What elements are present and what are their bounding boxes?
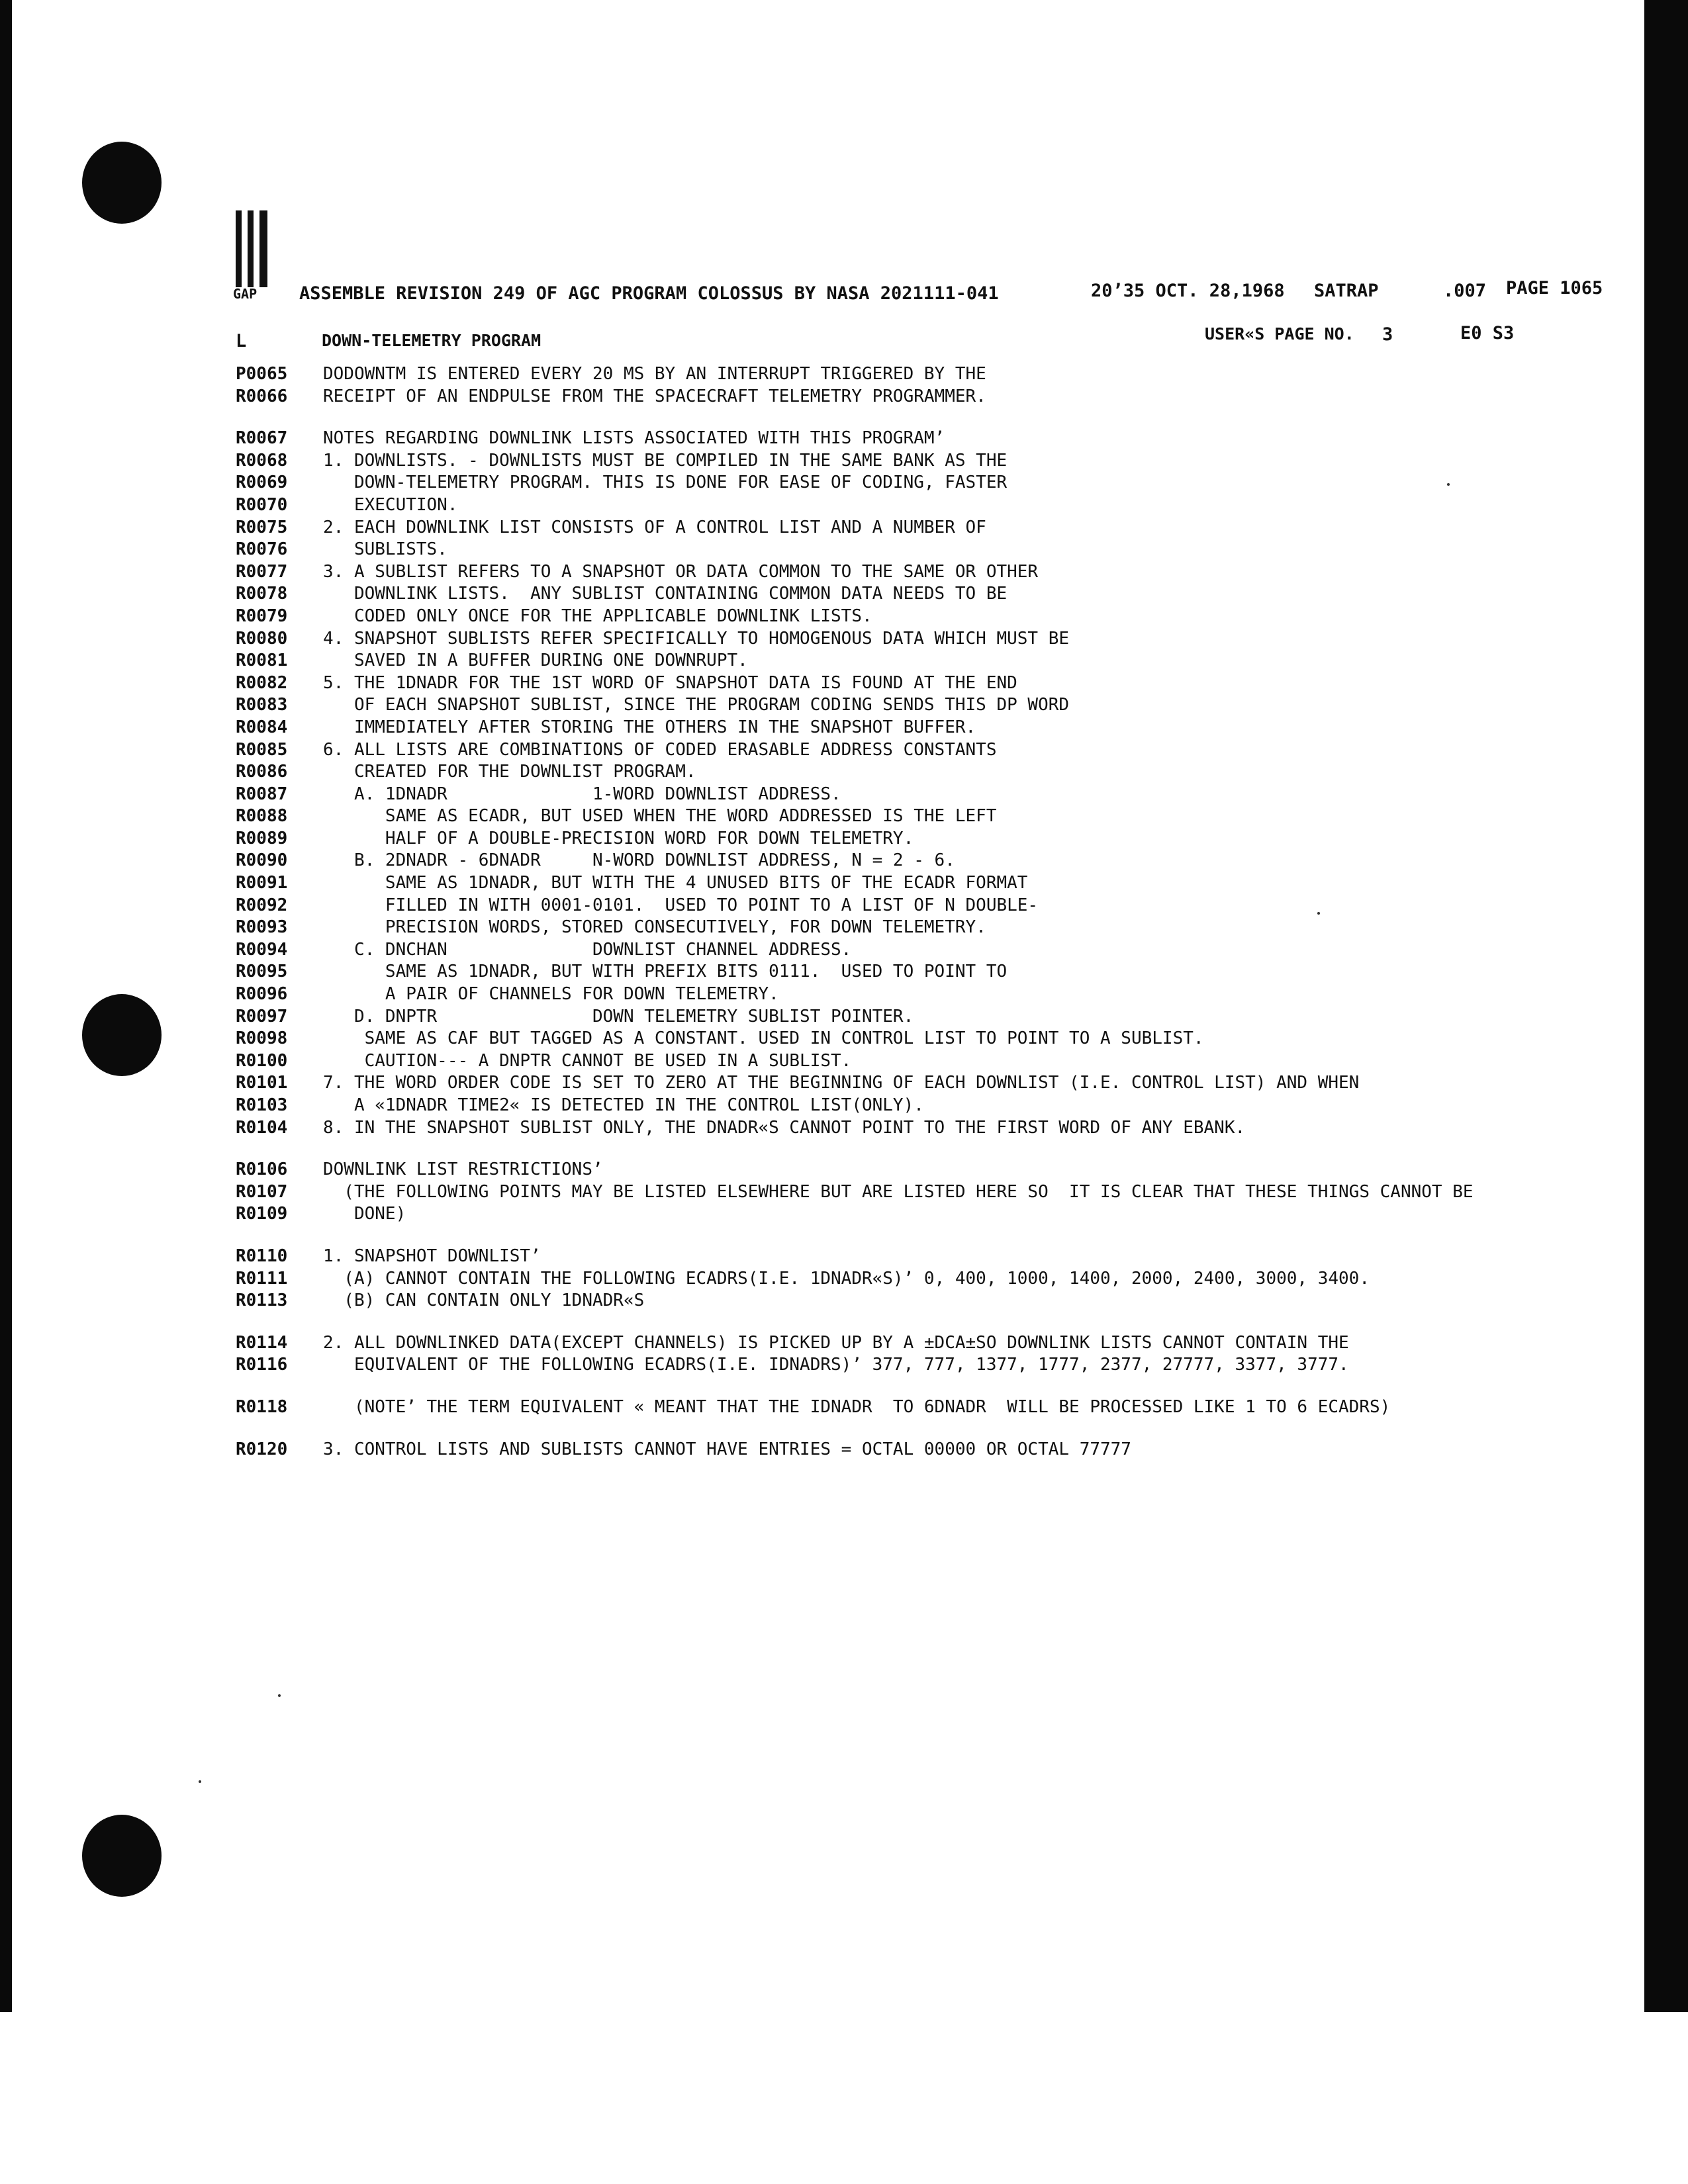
- line-text: 3. A SUBLIST REFERS TO A SNAPSHOT OR DATA COMMON TO THE SAME OR OTHER: [323, 561, 1039, 582]
- line-number: R0113: [236, 1291, 288, 1311]
- scan-speck: [278, 1694, 281, 1697]
- line-text: 2. EACH DOWNLINK LIST CONSISTS OF A CONTROL LIST AND A NUMBER OF: [323, 517, 986, 537]
- line-text: PRECISION WORDS, STORED CONSECUTIVELY, FOR DOWN TELEMETRY.: [323, 917, 986, 938]
- line-number: R0081: [236, 651, 288, 671]
- bank-label: E0 S3: [1460, 323, 1515, 343]
- scan-speck: [1317, 912, 1320, 915]
- scan-edge-right: [1644, 0, 1688, 2012]
- line-number: R0089: [236, 828, 288, 848]
- line-text: SAVED IN A BUFFER DURING ONE DOWNRUPT.: [323, 651, 748, 671]
- listing-row: [236, 1028, 1599, 1051]
- line-number: P0065: [236, 364, 288, 384]
- line-text: DONE): [323, 1204, 406, 1224]
- line-number: R0086: [236, 762, 288, 782]
- listing-row: [236, 917, 1599, 940]
- line-text: (A) CANNOT CONTAIN THE FOLLOWING ECADRS(I.E. 1DNADR«S)’ 0, 400, 1000, 1400, 2000, 2400, 3000, 3400.: [323, 1268, 1370, 1289]
- listing-row: [236, 1051, 1599, 1073]
- line-number: R0101: [236, 1073, 288, 1093]
- listing-row: [236, 895, 1599, 918]
- line-text: SUBLISTS.: [323, 539, 447, 560]
- line-text: (NOTE’ THE TERM EQUIVALENT « MEANT THAT THE IDNADR TO 6DNADR WILL BE PROCESSED LIKE 1 TO 6 ECADRS): [323, 1396, 1391, 1417]
- listing-row: [236, 1095, 1599, 1118]
- listing-row: [236, 806, 1599, 829]
- line-text: A. 1DNADR 1-WORD DOWNLIST ADDRESS.: [323, 784, 841, 804]
- line-number: R0100: [236, 1050, 288, 1071]
- listing-row: [236, 651, 1599, 673]
- line-number: R0120: [236, 1439, 288, 1459]
- line-text: NOTES REGARDING DOWNLINK LISTS ASSOCIATED WITH THIS PROGRAM’: [323, 428, 945, 449]
- line-number: R0066: [236, 386, 288, 406]
- listing-row: [236, 1246, 1599, 1269]
- line-text: 4. SNAPSHOT SUBLISTS REFER SPECIFICALLY TO HOMOGENOUS DATA WHICH MUST BE: [323, 628, 1070, 649]
- binder-hole-top: [82, 142, 162, 224]
- line-number: R0093: [236, 917, 288, 938]
- line-number: R0075: [236, 517, 288, 537]
- line-number: R0067: [236, 428, 288, 449]
- binder-hole-middle: [82, 994, 162, 1076]
- line-number: R0070: [236, 494, 288, 515]
- line-number: R0090: [236, 850, 288, 871]
- listing-row: [236, 717, 1599, 740]
- listing-row: [236, 428, 1599, 451]
- listing-row: [236, 1439, 1599, 1462]
- line-number: R0076: [236, 539, 288, 560]
- line-number: R0085: [236, 739, 288, 760]
- line-text: A PAIR OF CHANNELS FOR DOWN TELEMETRY.: [323, 984, 779, 1005]
- line-text: SAME AS 1DNADR, BUT WITH THE 4 UNUSED BITS OF THE ECADR FORMAT: [323, 873, 1028, 893]
- line-text: 5. THE 1DNADR FOR THE 1ST WORD OF SNAPSHOT DATA IS FOUND AT THE END: [323, 672, 1017, 693]
- line-number: R0095: [236, 962, 288, 982]
- listing-row: [236, 584, 1599, 606]
- program-title: DOWN-TELEMETRY PROGRAM: [322, 331, 541, 350]
- listing-row: [236, 673, 1599, 696]
- line-text: 6. ALL LISTS ARE COMBINATIONS OF CODED ERASABLE ADDRESS CONSTANTS: [323, 739, 997, 760]
- line-text: 8. IN THE SNAPSHOT SUBLIST ONLY, THE DNADR«S CANNOT POINT TO THE FIRST WORD OF ANY EBANK.: [323, 1117, 1246, 1138]
- l-mark: L: [236, 331, 247, 351]
- scan-edge-left: [0, 0, 12, 2012]
- listing-row: [236, 606, 1599, 629]
- line-text: 3. CONTROL LISTS AND SUBLISTS CANNOT HAVE ENTRIES = OCTAL 00000 OR OCTAL 77777: [323, 1439, 1131, 1459]
- line-text: CAUTION--- A DNPTR CANNOT BE USED IN A SUBLIST.: [323, 1050, 852, 1071]
- tool-name: SATRAP: [1314, 281, 1379, 301]
- listing-body: [236, 364, 1599, 1461]
- listing-row: [236, 451, 1599, 473]
- line-number: R0098: [236, 1028, 288, 1049]
- line-number: R0097: [236, 1006, 288, 1026]
- listing-row: [236, 829, 1599, 851]
- listing-row: [236, 1397, 1599, 1420]
- line-number: R0079: [236, 606, 288, 626]
- line-text: D. DNPTR DOWN TELEMETRY SUBLIST POINTER.: [323, 1006, 914, 1026]
- listing-row: [236, 1160, 1599, 1182]
- listing-row: [236, 473, 1599, 495]
- line-number: R0103: [236, 1095, 288, 1115]
- line-text: EQUIVALENT OF THE FOLLOWING ECADRS(I.E. IDNADRS)’ 377, 777, 1377, 1777, 2377, 27777, 3377, 3777.: [323, 1355, 1349, 1375]
- listing-row: [236, 1291, 1599, 1313]
- line-text: 2. ALL DOWNLINKED DATA(EXCEPT CHANNELS) IS PICKED UP BY A ±DCA±SO DOWNLINK LISTS CANNOT CONTAIN THE: [323, 1332, 1349, 1353]
- listing-row: [236, 984, 1599, 1007]
- user-page-label: USER«S PAGE NO.: [1205, 324, 1354, 343]
- line-text: DOWNLINK LIST RESTRICTIONS’: [323, 1160, 603, 1180]
- line-text: DOWN-TELEMETRY PROGRAM. THIS IS DONE FOR EASE OF CODING, FASTER: [323, 473, 1008, 493]
- line-number: R0091: [236, 873, 288, 893]
- listing-row: [236, 740, 1599, 762]
- listing-row: [236, 962, 1599, 984]
- listing-row: [236, 1182, 1599, 1205]
- listing-row: [236, 784, 1599, 807]
- line-number: R0104: [236, 1117, 288, 1138]
- line-text: 1. DOWNLISTS. - DOWNLISTS MUST BE COMPILED IN THE SAME BANK AS THE: [323, 450, 1008, 471]
- line-text: B. 2DNADR - 6DNADR N-WORD DOWNLIST ADDRESS, N = 2 - 6.: [323, 850, 955, 871]
- line-number: R0077: [236, 561, 288, 582]
- scan-speck: [199, 1780, 201, 1783]
- line-text: CODED ONLY ONCE FOR THE APPLICABLE DOWNLINK LISTS.: [323, 606, 872, 626]
- listing-row: [236, 940, 1599, 962]
- listing-row: [236, 562, 1599, 584]
- line-text: DOWNLINK LISTS. ANY SUBLIST CONTAINING COMMON DATA NEEDS TO BE: [323, 584, 1008, 604]
- line-number: R0092: [236, 895, 288, 915]
- listing-row: [236, 1269, 1599, 1291]
- line-number: R0107: [236, 1181, 288, 1202]
- line-text: (B) CAN CONTAIN ONLY 1DNADR«S: [323, 1291, 645, 1311]
- line-text: HALF OF A DOUBLE-PRECISION WORD FOR DOWN TELEMETRY.: [323, 828, 914, 848]
- line-text: SAME AS 1DNADR, BUT WITH PREFIX BITS 0111. USED TO POINT TO: [323, 962, 1008, 982]
- listing-row: [236, 387, 1599, 409]
- listing-row: [236, 695, 1599, 717]
- listing-row: [236, 1118, 1599, 1140]
- listing-row: [236, 1073, 1599, 1095]
- line-number: R0111: [236, 1268, 288, 1289]
- line-number: R0110: [236, 1246, 288, 1266]
- line-number: R0109: [236, 1204, 288, 1224]
- line-text: SAME AS CAF BUT TAGGED AS A CONSTANT. USED IN CONTROL LIST TO POINT TO A SUBLIST.: [323, 1028, 1204, 1049]
- listing-row: [236, 629, 1599, 651]
- line-number: R0069: [236, 473, 288, 493]
- version: .007: [1443, 281, 1487, 301]
- line-number: R0082: [236, 672, 288, 693]
- listing-row: [236, 1333, 1599, 1355]
- line-text: C. DNCHAN DOWNLIST CHANNEL ADDRESS.: [323, 939, 852, 960]
- line-text: EXECUTION.: [323, 494, 458, 515]
- listing-row: [236, 1204, 1599, 1226]
- listing-row: [236, 1355, 1599, 1377]
- page-label: PAGE 1065: [1506, 278, 1603, 298]
- line-number: R0068: [236, 450, 288, 471]
- line-text: 7. THE WORD ORDER CODE IS SET TO ZERO AT THE BEGINNING OF EACH DOWNLIST (I.E. CONTROL LIST) AND WHEN: [323, 1073, 1360, 1093]
- line-number: R0083: [236, 695, 288, 715]
- line-number: R0094: [236, 939, 288, 960]
- line-number: R0088: [236, 806, 288, 827]
- line-number: R0096: [236, 984, 288, 1005]
- line-text: A «1DNADR TIME2« IS DETECTED IN THE CONTROL LIST(ONLY).: [323, 1095, 924, 1115]
- gap-mark: GAP: [233, 286, 258, 302]
- assembly-title: ASSEMBLE REVISION 249 OF AGC PROGRAM COLOSSUS BY NASA 2021111-041: [299, 283, 999, 304]
- line-number: R0114: [236, 1332, 288, 1353]
- line-text: (THE FOLLOWING POINTS MAY BE LISTED ELSEWHERE BUT ARE LISTED HERE SO IT IS CLEAR THAT THESE THINGS CANNOT BE: [323, 1181, 1474, 1202]
- line-number: R0087: [236, 784, 288, 804]
- line-text: 1. SNAPSHOT DOWNLIST’: [323, 1246, 541, 1266]
- line-text: SAME AS ECADR, BUT USED WHEN THE WORD ADDRESSED IS THE LEFT: [323, 806, 997, 827]
- gap-bar-mark: [236, 210, 275, 287]
- user-page-number: 3: [1382, 324, 1393, 345]
- listing-row: [236, 850, 1599, 873]
- listing-row: [236, 873, 1599, 895]
- line-text: IMMEDIATELY AFTER STORING THE OTHERS IN THE SNAPSHOT BUFFER.: [323, 717, 976, 737]
- line-text: CREATED FOR THE DOWNLIST PROGRAM.: [323, 762, 696, 782]
- binder-hole-bottom: [82, 1815, 162, 1897]
- listing-row: [236, 1007, 1599, 1029]
- listing-row: [236, 762, 1599, 784]
- line-number: R0116: [236, 1355, 288, 1375]
- line-text: DODOWNTM IS ENTERED EVERY 20 MS BY AN INTERRUPT TRIGGERED BY THE: [323, 364, 986, 384]
- listing-row: [236, 495, 1599, 518]
- line-number: R0080: [236, 628, 288, 649]
- line-text: OF EACH SNAPSHOT SUBLIST, SINCE THE PROGRAM CODING SENDS THIS DP WORD: [323, 695, 1070, 715]
- listing-row: [236, 364, 1599, 387]
- line-text: FILLED IN WITH 0001-0101. USED TO POINT TO A LIST OF N DOUBLE-: [323, 895, 1039, 915]
- listing-row: [236, 539, 1599, 562]
- line-number: R0084: [236, 717, 288, 737]
- line-number: R0118: [236, 1396, 288, 1417]
- line-number: R0106: [236, 1160, 288, 1180]
- line-number: R0078: [236, 584, 288, 604]
- timestamp: 20’35 OCT. 28,1968: [1091, 281, 1285, 301]
- listing-row: [236, 518, 1599, 540]
- scan-speck: [1447, 483, 1450, 486]
- line-text: RECEIPT OF AN ENDPULSE FROM THE SPACECRAFT TELEMETRY PROGRAMMER.: [323, 386, 986, 406]
